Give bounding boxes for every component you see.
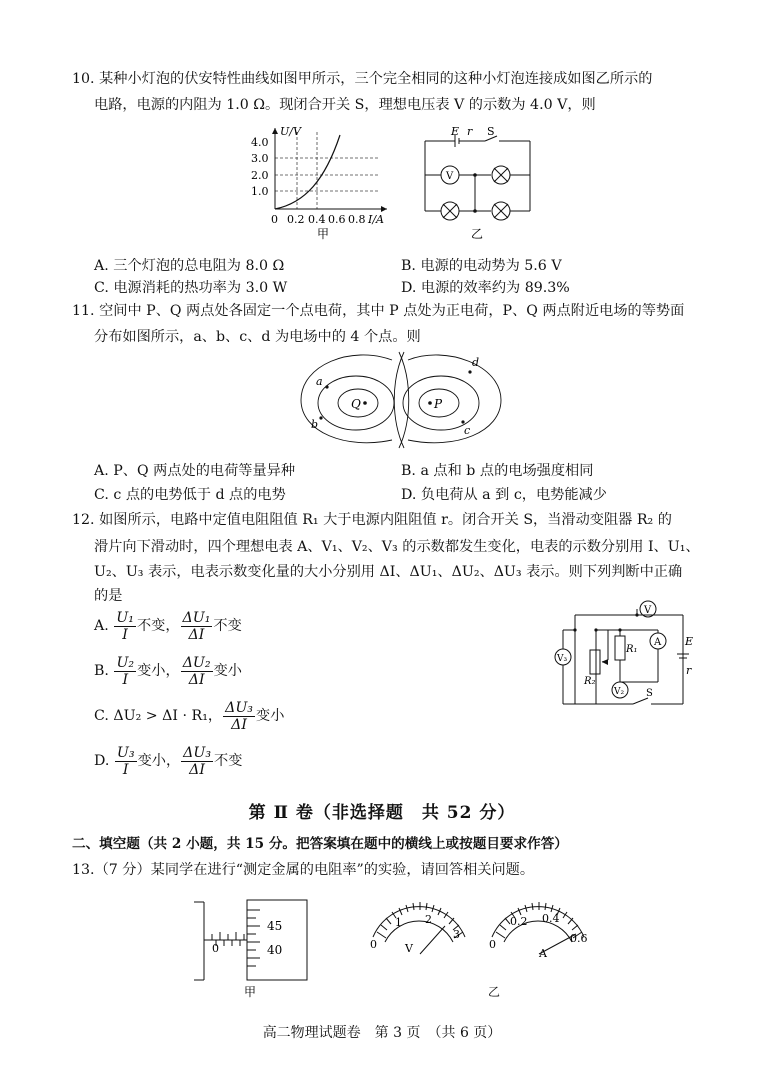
rheostat-r2 <box>590 650 600 674</box>
q12-circuit <box>548 600 708 712</box>
svg-text:V₂: V₂ <box>614 687 625 697</box>
q11-option-a: A. P、Q 两点处的电荷等量异种 <box>94 463 296 479</box>
resistor-r1 <box>615 636 625 660</box>
svg-text:40: 40 <box>267 943 283 957</box>
q11-line1: 11. 空间中 P、Q 两点处各固定一个点电荷，其中 P 点处为正电荷，P、Q 两点附近电场的等势面 <box>72 303 685 319</box>
section-2-heading: 二、填空题（共 2 小题，共 15 分。把答案填在题中的横线上或按题目要求作答） <box>72 836 568 852</box>
svg-text:V: V <box>405 942 413 955</box>
q12-option-b: B. $\frac{\text{U₂}}{I}$ 变小， $\frac{\text{ΔU₂}}{\Delta I}$ 变小 <box>94 654 242 688</box>
svg-text:0.6: 0.6 <box>570 932 588 945</box>
svg-text:0: 0 <box>489 938 496 951</box>
ytick: 1.0 <box>251 185 269 198</box>
graph-ylabel: U/V <box>280 125 301 138</box>
circuit-caption: 乙 <box>471 227 484 240</box>
svg-text:0: 0 <box>370 938 377 951</box>
q11-equipotential-figure <box>296 350 511 450</box>
q10-line2: 电路，电源的内阻为 1.0 Ω。现闭合开关 S，理想电压表 V 的示数为 4.0 V，则 <box>94 97 596 113</box>
graph-xlabel: I/A <box>368 213 384 226</box>
svg-text:R₁: R₁ <box>626 644 638 655</box>
q11-option-d: D. 负电荷从 a 到 c，电势能减少 <box>401 487 607 503</box>
q10-option-b: B. 电源的电动势为 5.6 V <box>401 258 562 274</box>
q12-line1: 12. 如图所示，电路中定值电阻阻值 R₁ 大于电源内阻阻值 r。闭合开关 S，当滑动变阻器 R₂ 的 <box>72 512 672 528</box>
q12-line4: 的是 <box>94 588 123 604</box>
svg-text:A: A <box>539 947 547 960</box>
q12-line2: 滑片向下滑动时，四个理想电表 A、V₁、V₂、V₃ 的示数都发生变化，电表的示数分别用 I、U₁、 <box>94 539 700 555</box>
svg-text:0: 0 <box>212 942 219 955</box>
svg-text:S: S <box>487 125 495 138</box>
ytick: 3.0 <box>251 152 269 165</box>
meters-caption: 乙 <box>488 985 501 999</box>
q10-line1: 10. 某种小灯泡的伏安特性曲线如图甲所示，三个完全相同的这种小灯泡连接成如图乙所示的 <box>72 71 653 87</box>
svg-text:1: 1 <box>395 916 402 929</box>
graph-caption: 甲 <box>317 227 330 240</box>
q11-option-c: C. c 点的电势低于 d 点的电势 <box>94 487 286 503</box>
q11-line2: 分布如图所示，a、b、c、d 为电场中的 4 个点。则 <box>94 329 421 345</box>
ytick: 4.0 <box>251 136 269 149</box>
q10-option-a: A. 三个灯泡的总电阻为 8.0 Ω <box>94 258 285 274</box>
micrometer-caption: 甲 <box>244 985 257 999</box>
q10-option-d: D. 电源的效率约为 89.3% <box>401 280 570 296</box>
q12-option-a: A. $\frac{\text{U₁}}{I}$ 不变， $\frac{\text{ΔU₁}}{\Delta I}$ 不变 <box>94 609 242 643</box>
svg-text:R₂: R₂ <box>584 676 596 687</box>
svg-text:r: r <box>467 125 473 138</box>
thimble <box>247 900 307 980</box>
q10-iv-graph <box>250 125 400 240</box>
q10-circuit <box>415 125 540 240</box>
point-a: a <box>316 375 323 388</box>
xtick: 0.2 <box>287 213 305 226</box>
point-q: Q <box>351 397 361 411</box>
iv-curve <box>275 135 340 209</box>
svg-text:r: r <box>686 664 692 677</box>
xtick: 0.6 <box>328 213 346 226</box>
q13-voltmeter <box>365 892 475 962</box>
q11-option-b: B. a 点和 b 点的电场强度相同 <box>401 463 594 479</box>
q10-option-c: C. 电源消耗的热功率为 3.0 W <box>94 280 288 296</box>
svg-text:3: 3 <box>453 928 460 941</box>
point-d: d <box>472 356 480 369</box>
voltmeter-needle <box>420 926 445 954</box>
svg-text:45: 45 <box>267 919 283 933</box>
point-b: b <box>311 418 319 431</box>
ytick: 2.0 <box>251 169 269 182</box>
svg-text:E: E <box>685 635 694 648</box>
q13-line1: 13.（7 分）某同学在进行“测定金属的电阻率”的实验，请回答相关问题。 <box>72 862 535 878</box>
point-p: P <box>434 397 443 411</box>
q12-option-d: D. $\frac{\text{U₃}}{I}$ 变小， $\frac{\text{ΔU₃}}{\Delta I}$ 不变 <box>94 744 243 778</box>
q12-line3: U₂、U₃ 表示，电表示数变化量的大小分别用 ΔI、ΔU₁、ΔU₂、ΔU₃ 表示。则下列判断中正确 <box>94 564 683 580</box>
svg-text:V: V <box>644 605 652 616</box>
svg-text:E: E <box>451 125 460 138</box>
svg-text:2: 2 <box>425 913 432 926</box>
q13-micrometer <box>192 892 312 1000</box>
q12-option-c: C. ΔU₂ > ΔI · R₁， $\frac{\text{ΔU₃}}{\Delta I}$ 变小 <box>94 699 285 733</box>
xtick: 0 <box>271 213 278 226</box>
svg-text:V₃: V₃ <box>557 654 568 664</box>
svg-text:0.4: 0.4 <box>542 912 560 925</box>
svg-text:V: V <box>446 171 454 182</box>
section-2-title: 第 Ⅱ 卷（非选择题 共 52 分） <box>248 803 516 823</box>
xtick: 0.8 <box>348 213 366 226</box>
svg-text:A: A <box>654 637 662 648</box>
svg-text:0.2: 0.2 <box>510 915 528 928</box>
xtick: 0.4 <box>308 213 326 226</box>
page-footer: 高二物理试题卷 第 3 页 （共 6 页） <box>262 1025 502 1041</box>
q13-ammeter <box>484 892 604 962</box>
point-c: c <box>464 424 471 437</box>
svg-text:S: S <box>646 688 653 699</box>
